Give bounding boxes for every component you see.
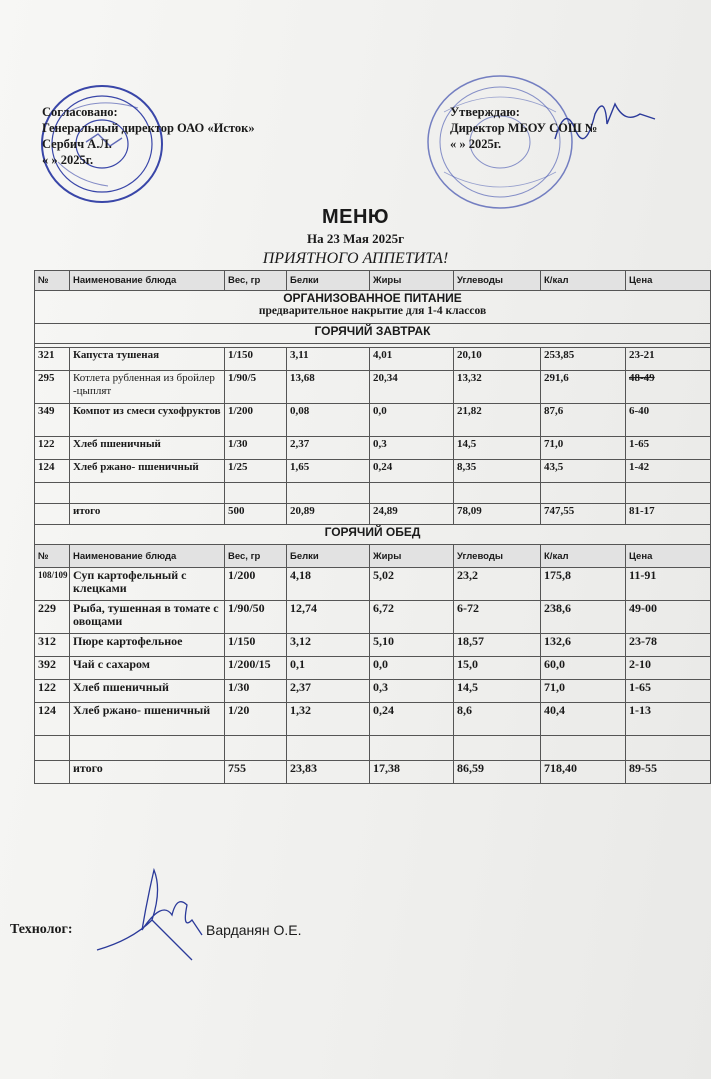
director-name: Сербич А.Л. xyxy=(42,137,112,151)
total-carbs: 78,09 xyxy=(454,504,541,525)
dish-name: Хлеб пшеничный xyxy=(70,437,225,460)
total-fat: 17,38 xyxy=(370,761,454,784)
dish-carbs: 23,2 xyxy=(454,568,541,601)
dish-kcal: 175,8 xyxy=(541,568,626,601)
table-row xyxy=(35,703,711,736)
table-row xyxy=(35,348,711,371)
dish-number: 321 xyxy=(35,348,70,371)
dish-carbs: 14,5 xyxy=(454,680,541,703)
dish-name: Пюре картофельное xyxy=(70,634,225,657)
dish-number: 295 xyxy=(35,371,70,404)
page-title: МЕНЮ xyxy=(321,206,390,228)
dish-kcal: 43,5 xyxy=(541,460,626,483)
dish-fat: 4,01 xyxy=(370,348,454,371)
approval-left-block xyxy=(42,104,255,168)
table-row xyxy=(35,437,711,460)
col-dish-name: Наименование блюда xyxy=(70,545,225,568)
breakfast-section-row xyxy=(35,324,711,344)
table-row xyxy=(35,680,711,703)
col-weight: Вес, гр xyxy=(225,545,287,568)
col-number: № xyxy=(35,271,70,291)
col-fat: Жиры xyxy=(370,545,454,568)
dish-fat: 0,3 xyxy=(370,680,454,703)
menu-table xyxy=(34,270,711,784)
dish-number: 312 xyxy=(35,634,70,657)
dish-fat: 0,0 xyxy=(370,657,454,680)
dish-price: 1-42 xyxy=(626,460,711,483)
total-protein: 23,83 xyxy=(287,761,370,784)
dish-weight: 1/30 xyxy=(225,437,287,460)
menu-date: На 23 Мая 2025г xyxy=(306,231,405,246)
total-weight: 755 xyxy=(225,761,287,784)
appetite-wish: ПРИЯТНОГО АППЕТИТА! xyxy=(262,250,449,267)
lunch-section-row xyxy=(35,525,711,545)
col-carbs: Углеводы xyxy=(454,545,541,568)
agreed-date: « » 2025г. xyxy=(42,153,94,167)
dish-number: 124 xyxy=(35,703,70,736)
dish-price: 2-10 xyxy=(626,657,711,680)
dish-price: 23-78 xyxy=(626,634,711,657)
table-row xyxy=(35,460,711,483)
total-kcal: 747,55 xyxy=(541,504,626,525)
col-number: № xyxy=(35,545,70,568)
dish-protein: 3,12 xyxy=(287,634,370,657)
dish-kcal: 132,6 xyxy=(541,634,626,657)
school-director-title: Директор МБОУ СОШ № xyxy=(450,121,598,135)
breakfast-total-row xyxy=(35,504,711,525)
dish-weight: 1/150 xyxy=(225,348,287,371)
total-label: итого xyxy=(70,504,225,525)
dish-protein: 2,37 xyxy=(287,437,370,460)
col-price: Цена xyxy=(626,545,711,568)
dish-name: Хлеб ржано- пшеничный xyxy=(70,460,225,483)
dish-weight: 1/20 xyxy=(225,703,287,736)
dish-fat: 0,24 xyxy=(370,460,454,483)
dish-number: 229 xyxy=(35,601,70,634)
breakfast-header-row xyxy=(35,271,711,291)
dish-fat: 20,34 xyxy=(370,371,454,404)
total-fat: 24,89 xyxy=(370,504,454,525)
dish-price: 49-00 xyxy=(626,601,711,634)
dish-kcal: 71,0 xyxy=(541,680,626,703)
dish-number: 124 xyxy=(35,460,70,483)
table-row xyxy=(35,601,711,634)
dish-price: 11-91 xyxy=(626,568,711,601)
breakfast-title: ГОРЯЧИЙ ЗАВТРАК xyxy=(35,324,711,344)
col-protein: Белки xyxy=(287,271,370,291)
col-kcal: К/кал xyxy=(541,271,626,291)
total-price: 89-55 xyxy=(626,761,711,784)
col-protein: Белки xyxy=(287,545,370,568)
dish-kcal: 291,6 xyxy=(541,371,626,404)
dish-weight: 1/90/50 xyxy=(225,601,287,634)
total-label: итого xyxy=(70,761,225,784)
total-kcal: 718,40 xyxy=(541,761,626,784)
table-row xyxy=(35,371,711,404)
dish-carbs: 8,35 xyxy=(454,460,541,483)
dish-number: 108/109 xyxy=(35,568,70,601)
dish-protein: 2,37 xyxy=(287,680,370,703)
dish-protein: 0,08 xyxy=(287,404,370,437)
dish-price: 1-13 xyxy=(626,703,711,736)
approve-label: Утверждаю: xyxy=(450,105,520,119)
dish-protein: 12,74 xyxy=(287,601,370,634)
dish-name: Суп картофельный с клецками xyxy=(70,568,225,601)
dish-weight: 1/30 xyxy=(225,680,287,703)
table-row xyxy=(35,634,711,657)
dish-kcal: 60,0 xyxy=(541,657,626,680)
dish-kcal: 71,0 xyxy=(541,437,626,460)
dish-price: 23-21 xyxy=(626,348,711,371)
technologist-label: Технолог: xyxy=(10,922,73,937)
dish-weight: 1/200/15 xyxy=(225,657,287,680)
dish-weight: 1/90/5 xyxy=(225,371,287,404)
dish-carbs: 6-72 xyxy=(454,601,541,634)
dish-protein: 1,65 xyxy=(287,460,370,483)
dish-weight: 1/25 xyxy=(225,460,287,483)
dish-protein: 1,32 xyxy=(287,703,370,736)
dish-fat: 5,02 xyxy=(370,568,454,601)
organized-section-row xyxy=(35,291,711,324)
dish-price: 1-65 xyxy=(626,680,711,703)
total-carbs: 86,59 xyxy=(454,761,541,784)
lunch-title: ГОРЯЧИЙ ОБЕД xyxy=(35,525,711,545)
dish-protein: 4,18 xyxy=(287,568,370,601)
dish-protein: 0,1 xyxy=(287,657,370,680)
total-price: 81-17 xyxy=(626,504,711,525)
empty-row xyxy=(35,736,711,761)
dish-name: Рыба, тушенная в томате с овощами xyxy=(70,601,225,634)
dish-price: 6-40 xyxy=(626,404,711,437)
dish-kcal: 87,6 xyxy=(541,404,626,437)
dish-kcal: 253,85 xyxy=(541,348,626,371)
dish-name: Хлеб пшеничный xyxy=(70,680,225,703)
approve-date: « » 2025г. xyxy=(450,137,502,151)
technologist-signature xyxy=(92,860,212,970)
lunch-total-row xyxy=(35,761,711,784)
organized-subtitle: предварительное накрытие для 1-4 классов xyxy=(258,305,487,317)
dish-carbs: 14,5 xyxy=(454,437,541,460)
dish-name: Капуста тушеная xyxy=(70,348,225,371)
dish-carbs: 21,82 xyxy=(454,404,541,437)
dish-protein: 3,11 xyxy=(287,348,370,371)
dish-number: 122 xyxy=(35,680,70,703)
dish-weight: 1/200 xyxy=(225,568,287,601)
dish-fat: 0,3 xyxy=(370,437,454,460)
dish-fat: 6,72 xyxy=(370,601,454,634)
dish-carbs: 20,10 xyxy=(454,348,541,371)
dish-number: 392 xyxy=(35,657,70,680)
col-fat: Жиры xyxy=(370,271,454,291)
dish-weight: 1/200 xyxy=(225,404,287,437)
dish-protein: 13,68 xyxy=(287,371,370,404)
company-director-title: Генеральный директор ОАО «Исток» xyxy=(42,121,255,135)
lunch-header-row xyxy=(35,545,711,568)
dish-fat: 5,10 xyxy=(370,634,454,657)
dish-carbs: 13,32 xyxy=(454,371,541,404)
dish-carbs: 18,57 xyxy=(454,634,541,657)
agreed-label: Согласовано: xyxy=(42,105,118,119)
dish-number: 122 xyxy=(35,437,70,460)
total-protein: 20,89 xyxy=(287,504,370,525)
empty-row xyxy=(35,483,711,504)
dish-name: Хлеб ржано- пшеничный xyxy=(70,703,225,736)
dish-carbs: 15,0 xyxy=(454,657,541,680)
total-weight: 500 xyxy=(225,504,287,525)
approval-right-block xyxy=(450,104,597,152)
table-row xyxy=(35,657,711,680)
dish-kcal: 40,4 xyxy=(541,703,626,736)
col-weight: Вес, гр xyxy=(225,271,287,291)
organized-title: ОРГАНИЗОВАННОЕ ПИТАНИЕ xyxy=(283,291,462,305)
dish-weight: 1/150 xyxy=(225,634,287,657)
table-row xyxy=(35,568,711,601)
technologist-name: Варданян О.Е. xyxy=(206,922,302,938)
dish-fat: 0,0 xyxy=(370,404,454,437)
col-price: Цена xyxy=(626,271,711,291)
dish-name: Котлета рубленная из бройлер -цыплят xyxy=(70,371,225,404)
dish-number: 349 xyxy=(35,404,70,437)
table-row xyxy=(35,404,711,437)
dish-fat: 0,24 xyxy=(370,703,454,736)
dish-price: 48-49 xyxy=(626,371,711,404)
col-carbs: Углеводы xyxy=(454,271,541,291)
col-dish-name: Наименование блюда xyxy=(70,271,225,291)
dish-kcal: 238,6 xyxy=(541,601,626,634)
dish-name: Компот из смеси сухофруктов xyxy=(70,404,225,437)
col-kcal: К/кал xyxy=(541,545,626,568)
dish-price: 1-65 xyxy=(626,437,711,460)
dish-carbs: 8,6 xyxy=(454,703,541,736)
dish-name: Чай с сахаром xyxy=(70,657,225,680)
